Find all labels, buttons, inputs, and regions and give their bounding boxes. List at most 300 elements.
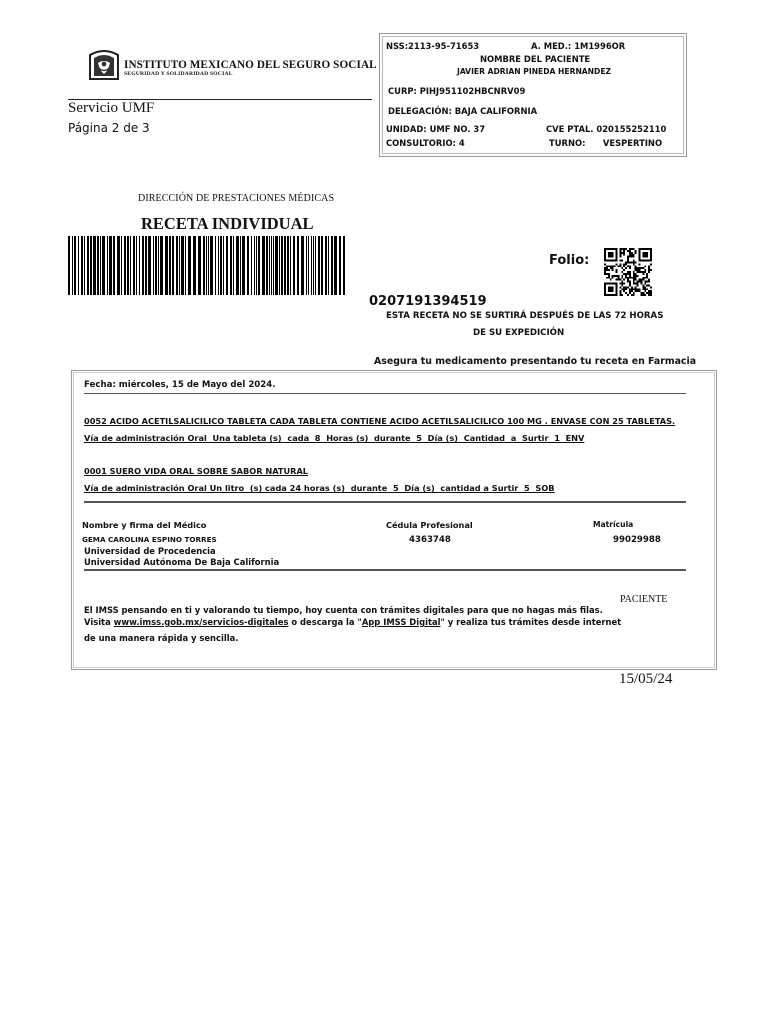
qr-module [629, 292, 631, 294]
qr-module [635, 286, 637, 288]
qr-module [637, 288, 639, 290]
qr-module [604, 294, 606, 296]
qr-module [637, 269, 639, 271]
prescription-date: Fecha: miércoles, 15 de Mayo del 2024. [84, 380, 276, 390]
qr-module [633, 256, 635, 258]
qr-module [608, 273, 610, 275]
qr-module [612, 290, 614, 292]
qr-module [621, 277, 623, 279]
qr-module [608, 286, 610, 288]
qr-module [644, 277, 646, 279]
qr-module [625, 261, 627, 263]
qr-module [635, 277, 637, 279]
qr-module [633, 261, 635, 263]
barcode-bar [290, 236, 291, 295]
qr-module [637, 281, 639, 283]
barcode-bar [160, 236, 163, 295]
qr-module [627, 279, 629, 281]
qr-module [646, 252, 648, 254]
folio-number: 0207191394519 [369, 294, 487, 309]
barcode-bar [142, 236, 144, 295]
qr-module [614, 283, 616, 285]
qr-module [642, 288, 644, 290]
qr-module [621, 271, 623, 273]
barcode-bar [311, 236, 312, 295]
qr-module [621, 252, 623, 254]
qr-module [633, 281, 635, 283]
qr-module [604, 250, 606, 252]
barcode [68, 236, 345, 295]
barcode-bar [266, 236, 268, 295]
note-text: " y realiza tus trámites desde internet [440, 617, 622, 627]
qr-module [621, 288, 623, 290]
qr-module [604, 260, 606, 262]
qr-module [610, 294, 612, 296]
qr-module [623, 269, 625, 271]
barcode-bar [230, 236, 232, 295]
qr-module [606, 265, 608, 267]
qr-module [642, 260, 644, 262]
qr-module [623, 265, 625, 267]
barcode-bar [68, 236, 70, 295]
qr-module [612, 269, 614, 271]
qr-module [642, 252, 644, 254]
qr-module [627, 281, 629, 283]
qr-module [635, 269, 637, 271]
qr-module [635, 267, 637, 269]
barcode-bar [84, 236, 85, 295]
qr-module [619, 292, 621, 294]
qr-module [616, 286, 618, 288]
qr-module [610, 260, 612, 262]
qr-module [648, 248, 650, 250]
expiry-warning-line1: ESTA RECETA NO SE SURTIRÁ DESPUÉS DE LAS 72 HORAS [386, 311, 664, 321]
expiry-warning-line2: DE SU EXPEDICIÓN [473, 328, 565, 338]
qr-module [619, 294, 621, 296]
qr-module [644, 283, 646, 285]
barcode-bar [287, 236, 289, 295]
qr-module [616, 288, 618, 290]
barcode-bar [262, 236, 265, 295]
qr-module [644, 265, 646, 267]
paciente-label: PACIENTE [620, 594, 668, 605]
qr-module [629, 261, 631, 263]
barcode-bar [130, 236, 131, 295]
qr-module [616, 263, 618, 265]
qr-module [633, 248, 635, 250]
qr-module [612, 288, 614, 290]
qr-module [623, 252, 625, 254]
qr-module [621, 294, 623, 296]
qr-module [631, 286, 633, 288]
qr-module [629, 290, 631, 292]
barcode-bar [215, 236, 216, 295]
barcode-bar [109, 236, 112, 295]
qr-module [640, 267, 642, 269]
receta-title: RECETA INDIVIDUAL [141, 214, 314, 233]
qr-module [627, 294, 629, 296]
qr-module [604, 271, 606, 273]
qr-module [639, 281, 641, 283]
universidad-name: Universidad Autónoma De Baja California [84, 557, 280, 567]
qr-module [640, 279, 642, 281]
barcode-bar [220, 236, 222, 295]
barcode-bar [188, 236, 191, 295]
barcode-bar [145, 236, 147, 295]
barcode-bar [117, 236, 120, 295]
medication-dosage: Vía de administración Oral Una tableta (s) cada 8 Horas (s) durante 5 Día (s) Cantidad a Surtir 1 ENV [84, 433, 585, 443]
qr-module [614, 265, 616, 267]
qr-module [650, 286, 652, 288]
qr-module [644, 269, 646, 271]
qr-module [627, 261, 629, 263]
qr-module [633, 277, 635, 279]
qr-module [608, 254, 610, 256]
qr-module [635, 250, 637, 252]
qr-module [604, 252, 606, 254]
qr-module [635, 279, 637, 281]
barcode-bar [198, 236, 201, 295]
qr-module [629, 250, 631, 252]
qr-module [627, 277, 629, 279]
qr-module [629, 275, 631, 277]
qr-module [616, 250, 618, 252]
qr-module [621, 260, 623, 262]
service-label: Servicio UMF [68, 100, 155, 116]
qr-module [606, 273, 608, 275]
qr-module [610, 279, 612, 281]
qr-module [642, 277, 644, 279]
barcode-bar [256, 236, 257, 295]
qr-module [619, 286, 621, 288]
qr-module [633, 275, 635, 277]
qr-module [610, 252, 612, 254]
qr-module [604, 290, 606, 292]
qr-module [608, 283, 610, 285]
barcode-bar [251, 236, 252, 295]
qr-module [619, 265, 621, 267]
qr-module [604, 286, 606, 288]
qr-module [616, 292, 618, 294]
qr-module [642, 294, 644, 296]
qr-module [627, 273, 629, 275]
qr-module [616, 283, 618, 285]
barcode-bar [113, 236, 115, 295]
qr-module [646, 254, 648, 256]
digital-note-line3: de una manera rápida y sencilla. [84, 633, 239, 643]
qr-module [604, 269, 606, 271]
barcode-bar [301, 236, 304, 295]
qr-module [639, 269, 641, 271]
barcode-bar [121, 236, 122, 295]
medication-name: 0001 SUERO VIDA ORAL SOBRE SABOR NATURAL [84, 466, 309, 476]
qr-module [612, 294, 614, 296]
qr-module [619, 250, 621, 252]
barcode-bar [72, 236, 73, 295]
qr-module [612, 252, 614, 254]
qr-module [610, 254, 612, 256]
cedula-label: Cédula Profesional [386, 520, 473, 530]
patient-a-med: A. MED.: 1M1996OR [531, 41, 626, 51]
qr-module [629, 252, 631, 254]
barcode-bar [165, 236, 168, 295]
qr-module [637, 290, 639, 292]
qr-module [616, 284, 618, 286]
barcode-bar [315, 236, 316, 295]
qr-module [621, 248, 623, 250]
qr-module [640, 283, 642, 285]
barcode-bar [297, 236, 299, 295]
qr-module [644, 294, 646, 296]
qr-module [637, 284, 639, 286]
qr-module [631, 288, 633, 290]
qr-module [608, 294, 610, 296]
qr-module [646, 248, 648, 250]
qr-module [604, 254, 606, 256]
medication-name: 0052 ACIDO ACETILSALICILICO TABLETA CADA TABLETA CONTIENE ACIDO ACETILSALICILICO 100 MG . ENVASE CON 25 TABLETAS. [84, 416, 676, 426]
barcode-bar [226, 236, 228, 295]
qr-module [644, 286, 646, 288]
barcode-bar [240, 236, 241, 295]
qr-module [612, 248, 614, 250]
qr-module [610, 288, 612, 290]
qr-module [642, 248, 644, 250]
qr-module [606, 267, 608, 269]
qr-module [639, 254, 641, 256]
qr-module [623, 248, 625, 250]
qr-module [629, 265, 631, 267]
barcode-bar [343, 236, 345, 295]
qr-module [608, 256, 610, 258]
barcode-bar [124, 236, 126, 295]
qr-module [619, 254, 621, 256]
qr-module [646, 281, 648, 283]
qr-module [623, 263, 625, 265]
folio-label: Folio: [549, 253, 590, 268]
barcode-bar [172, 236, 174, 295]
barcode-bar [242, 236, 245, 295]
divider [84, 501, 686, 503]
qr-module [646, 273, 648, 275]
qr-module [633, 260, 635, 262]
barcode-bar [284, 236, 286, 295]
qr-module [631, 248, 633, 250]
qr-module [625, 263, 627, 265]
qr-module [642, 271, 644, 273]
qr-module [625, 277, 627, 279]
qr-module [619, 290, 621, 292]
qr-module [648, 281, 650, 283]
qr-module [617, 277, 619, 279]
qr-module [646, 288, 648, 290]
barcode-bar [153, 236, 154, 295]
barcode-bar [325, 236, 327, 295]
qr-module [631, 261, 633, 263]
qr-module [633, 263, 635, 265]
app-imss-digital-link[interactable]: App IMSS Digital [361, 617, 441, 627]
qr-module [621, 284, 623, 286]
qr-module [621, 281, 623, 283]
barcode-bar [236, 236, 239, 295]
qr-module [633, 288, 635, 290]
patient-curp: CURP: PIHJ951102HBCNRV09 [388, 86, 526, 96]
qr-module [642, 273, 644, 275]
barcode-bar [293, 236, 295, 295]
qr-module [604, 284, 606, 286]
qr-module [616, 290, 618, 292]
direccion-label: DIRECCIÓN DE PRESTACIONES MÉDICAS [138, 193, 335, 204]
qr-module [627, 250, 629, 252]
qr-module [616, 275, 618, 277]
qr-module [648, 267, 650, 269]
qr-module [610, 248, 612, 250]
qr-module [640, 281, 642, 283]
qr-module [623, 290, 625, 292]
note-text: o descarga la " [288, 617, 362, 627]
qr-module [606, 283, 608, 285]
qr-module [623, 286, 625, 288]
qr-module [642, 254, 644, 256]
qr-module [608, 248, 610, 250]
qr-module [650, 260, 652, 262]
patient-unidad: UNIDAD: UMF NO. 37 [386, 124, 486, 134]
qr-module [633, 279, 635, 281]
qr-module [616, 258, 618, 260]
qr-module [635, 283, 637, 285]
patient-name: JAVIER ADRIAN PINEDA HERNANDEZ [457, 67, 612, 76]
patient-nss: NSS:2113-95-71653 [386, 41, 480, 51]
qr-module [635, 261, 637, 263]
qr-module [619, 252, 621, 254]
qr-module [644, 254, 646, 256]
qr-module [625, 286, 627, 288]
barcode-bar [273, 236, 274, 295]
qr-module [619, 263, 621, 265]
qr-module [617, 279, 619, 281]
qr-module [646, 277, 648, 279]
patient-consultorio: CONSULTORIO: 4 [386, 138, 465, 148]
medication-dosage: Vía de administración Oral Un litro (s) cada 24 horas (s) durante 5 Día (s) cantidad a Surtir 5 SOB [84, 483, 555, 493]
qr-module [648, 269, 650, 271]
qr-module [608, 252, 610, 254]
qr-module [627, 271, 629, 273]
qr-module [625, 248, 627, 250]
qr-module [629, 277, 631, 279]
qr-module [621, 267, 623, 269]
barcode-bar [176, 236, 178, 295]
qr-module [616, 254, 618, 256]
qr-module [639, 288, 641, 290]
qr-module [608, 275, 610, 277]
qr-module [633, 292, 635, 294]
qr-module [650, 290, 652, 292]
qr-module [648, 265, 650, 267]
qr-module [639, 250, 641, 252]
qr-module [642, 267, 644, 269]
qr-module [606, 248, 608, 250]
qr-module [650, 294, 652, 296]
qr-module [606, 260, 608, 262]
barcode-bar [127, 236, 129, 295]
qr-module [629, 271, 631, 273]
qr-module [612, 286, 614, 288]
qr-module [610, 290, 612, 292]
barcode-bar [87, 236, 89, 295]
barcode-bar [139, 236, 140, 295]
qr-module [650, 252, 652, 254]
qr-module [612, 254, 614, 256]
barcode-bar [155, 236, 157, 295]
qr-module [639, 258, 641, 260]
qr-module [616, 279, 618, 281]
qr-module [604, 267, 606, 269]
qr-module [650, 269, 652, 271]
imss-services-link[interactable]: www.imss.gob.mx/servicios-digitales [113, 617, 289, 627]
qr-module [629, 283, 631, 285]
barcode-bar [233, 236, 234, 295]
qr-module [635, 252, 637, 254]
barcode-bar [181, 236, 184, 295]
qr-module [639, 248, 641, 250]
barcode-bar [193, 236, 196, 295]
qr-module [646, 275, 648, 277]
qr-module [639, 252, 641, 254]
qr-module [608, 290, 610, 292]
qr-module [612, 256, 614, 258]
qr-module [642, 256, 644, 258]
qr-module [619, 256, 621, 258]
qr-module [625, 292, 627, 294]
barcode-bar [328, 236, 329, 295]
barcode-bar [321, 236, 323, 295]
barcode-bar [279, 236, 280, 295]
qr-module [604, 256, 606, 258]
qr-module [631, 294, 633, 296]
qr-module [639, 271, 641, 273]
qr-module [631, 252, 633, 254]
qr-module [639, 279, 641, 281]
qr-module [646, 284, 648, 286]
qr-module [631, 256, 633, 258]
qr-module [629, 248, 631, 250]
qr-module [608, 265, 610, 267]
qr-module [642, 292, 644, 294]
qr-module [627, 286, 629, 288]
qr-module [612, 283, 614, 285]
qr-module [617, 265, 619, 267]
qr-module [637, 275, 639, 277]
barcode-bar [81, 236, 83, 295]
qr-module [612, 267, 614, 269]
barcode-bar [206, 236, 207, 295]
qr-module [623, 273, 625, 275]
qr-module [604, 263, 606, 265]
qr-module [610, 283, 612, 285]
qr-module [639, 290, 641, 292]
qr-module [616, 252, 618, 254]
barcode-bar [271, 236, 272, 295]
issue-date: 15/05/24 [619, 671, 673, 687]
qr-module [646, 256, 648, 258]
qr-module [604, 273, 606, 275]
qr-module [625, 267, 627, 269]
qr-module [648, 284, 650, 286]
qr-module [640, 292, 642, 294]
qr-module [650, 258, 652, 260]
qr-module [619, 260, 621, 262]
imss-logo-icon [88, 49, 120, 83]
patient-cve-ptal: CVE PTAL. 020155252110 [546, 124, 667, 134]
